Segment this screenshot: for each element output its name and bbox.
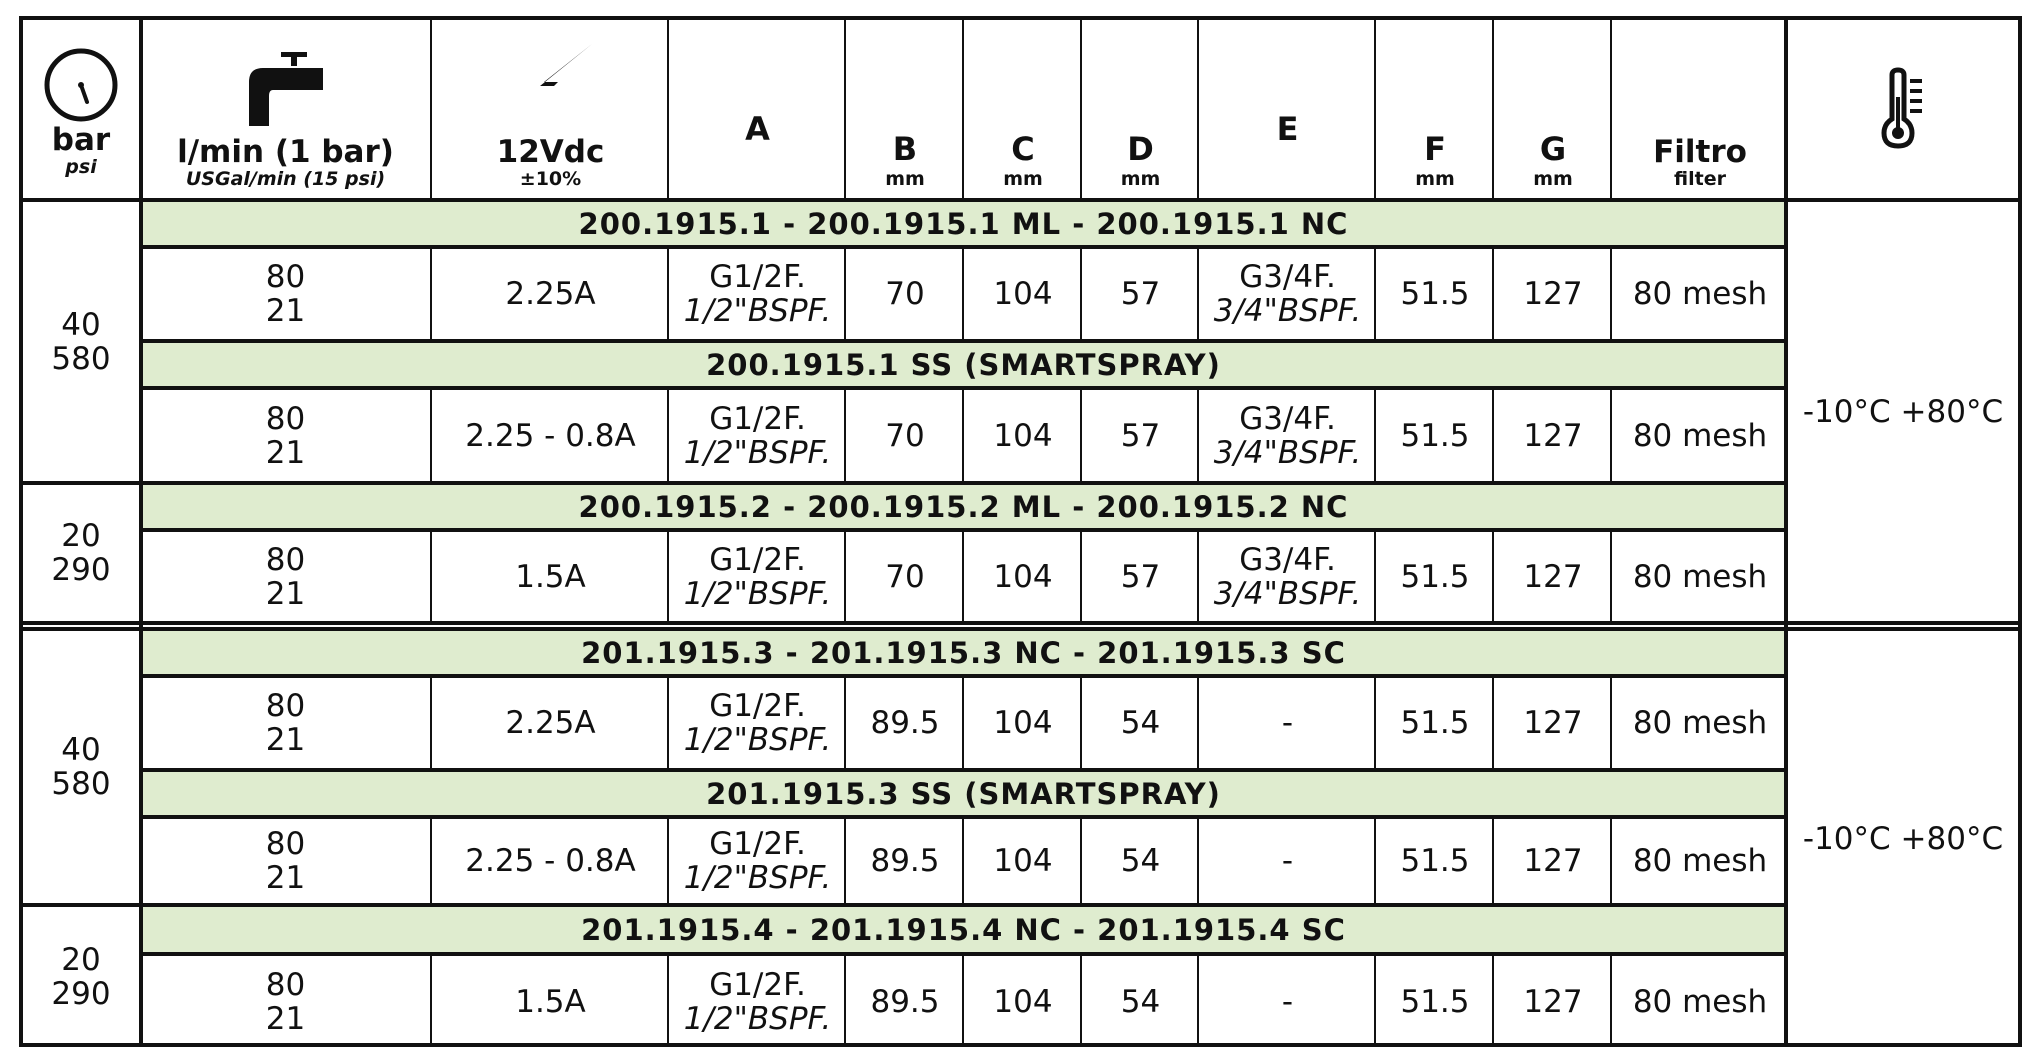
grid-line [1080,678,1082,768]
header-f-unit: mm [1415,168,1455,190]
grid-line [1374,390,1376,481]
header-d [1082,20,1199,198]
e-cell [1199,819,1376,903]
g-cell [1494,956,1612,1047]
grid-line [667,20,669,198]
model-band [143,202,1784,245]
grid-line [1492,20,1494,198]
grid-line [667,819,669,903]
flow-usgal-value: 21 [265,1000,306,1037]
header-e [1199,20,1376,198]
flow-usgal-value: 21 [265,860,306,896]
a-bsp-thread: 1/2"BSPF. [683,575,832,612]
grid-line [1610,249,1612,339]
flow-usgal-value: 21 [265,293,306,329]
grid-line [430,819,432,903]
g-cell [1494,249,1612,339]
a-bsp-thread: 1/2"BSPF. [683,722,832,758]
grid-line [1492,956,1494,1047]
flow-usgal-value: 21 [265,575,306,612]
a-cell [669,390,846,481]
e-metric-thread: G3/4F. [1239,259,1336,295]
grid-line [139,528,1788,532]
e-cell [1199,249,1376,339]
a-cell [669,249,846,339]
f-value: 51.5 [1400,705,1470,741]
filter-value: 80 mesh [1632,705,1768,741]
grid-line [1080,956,1082,1047]
grid-line [139,339,1788,343]
pressure-psi-value: 290 [51,552,111,588]
d-cell [1082,819,1199,903]
temperature-range-cell [1788,202,2018,621]
d-value: 54 [1120,705,1161,741]
grid-line [430,20,432,198]
header-filter [1612,20,1788,198]
a-cell [669,956,846,1047]
grid-line [1197,819,1199,903]
header-voltage [432,20,669,198]
d-value: 54 [1120,983,1161,1020]
model-title: 201.1915.3 - 201.1915.3 NC - 201.1915.3 SC [581,635,1346,670]
g-cell [1494,819,1612,903]
grid-line [1197,678,1199,768]
grid-line [23,903,1788,907]
d-cell [1082,249,1199,339]
filter-value: 80 mesh [1632,417,1768,454]
a-bsp-thread: 1/2"BSPF. [683,293,832,329]
model-title: 200.1915.1 SS (SMARTSPRAY) [706,347,1221,382]
header-f-label: F [1424,130,1446,168]
current-cell [432,390,669,481]
current-cell [432,819,669,903]
b-value: 89.5 [870,983,940,1020]
g-value: 127 [1523,843,1583,879]
grid-line [1492,678,1494,768]
model-band [143,907,1784,952]
header-f [1376,20,1494,198]
d-cell [1082,390,1199,481]
filter-cell [1612,532,1788,621]
a-metric-thread: G1/2F. [709,400,806,437]
grid-line [844,249,846,339]
grid-line [1492,390,1494,481]
a-metric-thread: G1/2F. [709,259,806,295]
grid-line [844,390,846,481]
e-metric-thread: G3/4F. [1239,541,1336,578]
header-c-unit: mm [1003,168,1043,190]
grid-line [430,678,432,768]
a-bsp-thread: 1/2"BSPF. [683,860,832,896]
b-value: 70 [885,558,925,595]
f-value: 51.5 [1400,276,1470,312]
pressure-bar-value: 20 [61,942,101,978]
filter-value: 80 mesh [1632,983,1768,1020]
a-cell [669,819,846,903]
header-d-unit: mm [1120,168,1161,190]
current-cell [432,678,669,768]
pressure-psi-value: 580 [51,766,111,802]
header-filter-sublabel: filter [1674,168,1726,190]
flow-cell [139,390,432,481]
e-metric-thread: - [1281,705,1294,741]
flow-usgal-value: 21 [265,722,306,758]
grid-line [962,956,964,1047]
grid-line [1080,390,1082,481]
temperature-range-cell [1788,631,2018,1047]
grid-line [844,956,846,1047]
header-flow-subunit: USGal/min (15 psi) [185,168,386,190]
e-metric-thread: - [1281,983,1294,1020]
c-value: 104 [993,843,1053,879]
grid-line [139,674,1788,678]
grid-line [23,198,2018,202]
flow-lpm-value: 80 [265,966,306,1003]
grid-line [1080,249,1082,339]
current-value: 1.5A [515,983,586,1020]
grid-line [430,390,432,481]
flow-cell [139,249,432,339]
header-b-unit: mm [885,168,925,190]
grid-line [430,956,432,1047]
grid-line [844,532,846,621]
header-flow-unit: l/min (1 bar) [177,134,394,170]
e-metric-thread: G3/4F. [1239,400,1336,437]
f-cell [1376,956,1494,1047]
b-cell [846,678,964,768]
current-value: 1.5A [515,558,586,595]
grid-line [1492,532,1494,621]
filter-value: 80 mesh [1632,843,1768,879]
grid-line [1197,20,1199,198]
grid-line [667,956,669,1047]
filter-value: 80 mesh [1632,276,1768,312]
model-band [143,772,1784,815]
grid-line [1610,20,1612,198]
flow-lpm-value: 80 [265,541,306,578]
current-value: 2.25 - 0.8A [465,843,636,879]
e-cell [1199,678,1376,768]
grid-line [1374,20,1376,198]
thermometer-icon [1878,67,1928,151]
e-cell [1199,390,1376,481]
flow-usgal-value: 21 [265,434,306,471]
a-metric-thread: G1/2F. [709,966,806,1003]
grid-line [667,678,669,768]
grid-line [1374,678,1376,768]
current-cell [432,956,669,1047]
grid-line [1080,819,1082,903]
model-title: 201.1915.3 SS (SMARTSPRAY) [706,776,1221,811]
pressure-cell [23,485,139,621]
a-bsp-thread: 1/2"BSPF. [683,1000,832,1037]
b-cell [846,819,964,903]
header-c [964,20,1082,198]
model-band [143,631,1784,674]
header-a [669,20,846,198]
header-temperature [1788,20,2018,198]
e-cell [1199,956,1376,1047]
grid-line [23,627,2018,631]
pressure-bar-value: 40 [61,732,101,768]
grid-line [139,768,1788,772]
b-value: 70 [885,276,925,312]
grid-line [1492,819,1494,903]
grid-line [139,245,1788,249]
filter-cell [1612,390,1788,481]
grid-line [962,20,964,198]
grid-line [844,678,846,768]
d-value: 57 [1120,558,1161,595]
g-cell [1494,678,1612,768]
current-value: 2.25A [505,276,596,312]
grid-line [962,819,964,903]
header-pressure-subunit: psi [65,156,97,178]
a-metric-thread: G1/2F. [709,541,806,578]
f-cell [1376,532,1494,621]
header-e-label: E [1276,110,1299,148]
temperature-range-value: -10°C +80°C [1802,393,2004,430]
header-g-label: G [1539,130,1567,168]
header-a-label: A [745,110,770,148]
grid-line [962,532,964,621]
grid-line [1374,819,1376,903]
header-pressure [23,20,139,198]
grid-line [667,249,669,339]
f-value: 51.5 [1400,983,1470,1020]
header-c-label: C [1011,130,1035,168]
grid-line [1197,249,1199,339]
grid-line [1374,249,1376,339]
header-voltage-unit: 12Vdc [496,134,605,170]
c-cell [964,532,1082,621]
header-g-unit: mm [1533,168,1573,190]
grid-line [23,621,2018,625]
f-value: 51.5 [1400,558,1470,595]
flow-cell [139,819,432,903]
current-cell [432,249,669,339]
b-value: 89.5 [870,843,940,879]
current-value: 2.25 - 0.8A [465,417,636,454]
filter-cell [1612,956,1788,1047]
grid-line [23,481,1788,485]
grid-line [1197,532,1199,621]
pressure-gauge-icon [42,46,120,124]
lightning-bolt-icon [506,42,596,132]
header-g [1494,20,1612,198]
header-d-label: D [1127,130,1154,168]
a-cell [669,532,846,621]
current-cell [432,532,669,621]
filter-cell [1612,249,1788,339]
grid-line [1080,532,1082,621]
a-metric-thread: G1/2F. [709,826,806,862]
temperature-range-value: -10°C +80°C [1802,821,2004,857]
header-pressure-unit: bar [51,122,111,158]
g-cell [1494,532,1612,621]
f-cell [1376,249,1494,339]
grid-line [1374,532,1376,621]
grid-line [667,390,669,481]
g-value: 127 [1523,558,1583,595]
a-metric-thread: G1/2F. [709,688,806,724]
grid-line [139,952,1788,956]
grid-line [1080,20,1082,198]
e-bsp-thread: 3/4"BSPF. [1213,293,1362,329]
pressure-bar-value: 20 [61,518,101,554]
grid-line [844,20,846,198]
b-cell [846,249,964,339]
c-value: 104 [993,558,1053,595]
header-voltage-tolerance: ±10% [519,168,582,190]
a-cell [669,678,846,768]
c-cell [964,819,1082,903]
pressure-cell [23,907,139,1047]
g-value: 127 [1523,983,1583,1020]
grid-line [1610,678,1612,768]
pressure-psi-value: 580 [51,340,111,377]
pressure-cell [23,631,139,903]
header-flow [139,20,432,198]
c-cell [964,390,1082,481]
water-tap-icon [241,50,331,130]
grid-line [430,249,432,339]
c-cell [964,678,1082,768]
c-cell [964,249,1082,339]
c-value: 104 [993,276,1053,312]
model-title: 200.1915.2 - 200.1915.2 ML - 200.1915.2 NC [578,489,1349,524]
a-bsp-thread: 1/2"BSPF. [683,434,832,471]
model-title: 200.1915.1 - 200.1915.1 ML - 200.1915.1 NC [578,206,1349,241]
d-cell [1082,956,1199,1047]
c-value: 104 [993,983,1053,1020]
flow-lpm-value: 80 [265,688,306,724]
grid-line [844,819,846,903]
b-value: 70 [885,417,925,454]
d-value: 57 [1120,276,1161,312]
grid-line [962,678,964,768]
flow-cell [139,678,432,768]
c-value: 104 [993,417,1053,454]
f-cell [1376,819,1494,903]
grid-line [962,249,964,339]
g-value: 127 [1523,705,1583,741]
spec-table [19,16,2022,1047]
f-value: 51.5 [1400,417,1470,454]
header-b [846,20,964,198]
d-cell [1082,532,1199,621]
model-band [143,343,1784,386]
filter-cell [1612,819,1788,903]
e-cell [1199,532,1376,621]
grid-line [1610,532,1612,621]
f-cell [1376,678,1494,768]
grid-line [139,386,1788,390]
header-b-label: B [892,130,918,168]
grid-line [1610,819,1612,903]
current-value: 2.25A [505,705,596,741]
d-value: 54 [1120,843,1161,879]
f-cell [1376,390,1494,481]
grid-line [1197,390,1199,481]
grid-line [430,532,432,621]
d-value: 57 [1120,417,1161,454]
grid-line [1610,956,1612,1047]
flow-lpm-value: 80 [265,259,306,295]
grid-line [1197,956,1199,1047]
flow-lpm-value: 80 [265,826,306,862]
pressure-bar-value: 40 [61,306,101,343]
b-cell [846,390,964,481]
e-metric-thread: - [1281,843,1294,879]
g-value: 127 [1523,417,1583,454]
d-cell [1082,678,1199,768]
flow-lpm-value: 80 [265,400,306,437]
pressure-psi-value: 290 [51,976,111,1012]
b-cell [846,956,964,1047]
g-cell [1494,390,1612,481]
grid-line [1610,390,1612,481]
b-cell [846,532,964,621]
c-cell [964,956,1082,1047]
pressure-cell [23,202,139,481]
g-value: 127 [1523,276,1583,312]
flow-cell [139,956,432,1047]
model-title: 201.1915.4 - 201.1915.4 NC - 201.1915.4 SC [581,912,1346,947]
grid-line [139,815,1788,819]
grid-line [667,532,669,621]
filter-cell [1612,678,1788,768]
b-value: 89.5 [870,705,940,741]
filter-value: 80 mesh [1632,558,1768,595]
flow-cell [139,532,432,621]
f-value: 51.5 [1400,843,1470,879]
e-bsp-thread: 3/4"BSPF. [1213,575,1362,612]
e-bsp-thread: 3/4"BSPF. [1213,434,1362,471]
grid-line [1374,956,1376,1047]
model-band [143,485,1784,528]
header-filter-label: Filtro [1653,134,1747,170]
grid-line [962,390,964,481]
grid-line [1492,249,1494,339]
c-value: 104 [993,705,1053,741]
